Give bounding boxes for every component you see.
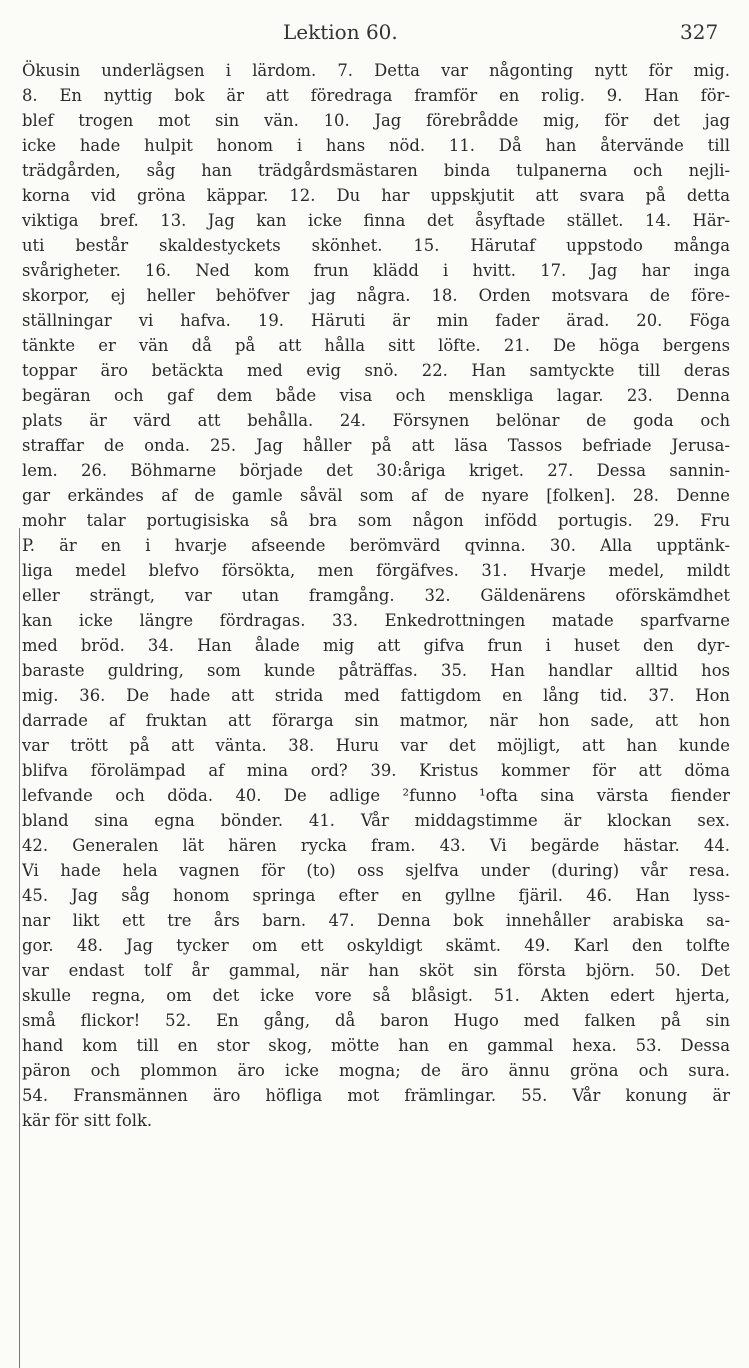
text-line: 8. En nyttig bok är att föredraga framför en rolig. 9. Han för- <box>22 86 730 105</box>
exercise-text <box>22 58 730 1133</box>
text-line: plats är värd att behålla. 24. Försynen belönar de goda och <box>22 411 730 430</box>
text-line: var trött på att vänta. 38. Huru var det möjligt, att han kunde <box>22 736 730 755</box>
text-line: med bröd. 34. Han ålade mig att gifva frun i huset den dyr- <box>22 636 730 655</box>
text-line: tänkte er vän då på att hålla sitt löfte. 21. De höga bergens <box>22 336 730 355</box>
text-line: små flickor! 52. En gång, då baron Hugo med falken på sin <box>22 1011 730 1030</box>
text-line: mohr talar portugisiska så bra som någon infödd portugis. 29. Fru <box>22 511 730 530</box>
text-line: korna vid gröna käppar. 12. Du har uppskjutit att svara på detta <box>22 186 730 205</box>
gutter-rule <box>19 528 20 1368</box>
text-line: lefvande och döda. 40. De adlige ²funno ¹ofta sina värsta fiender <box>22 786 730 805</box>
text-line: skorpor, ej heller behöfver jag några. 18. Orden motsvara de före- <box>22 286 730 305</box>
page-number: 327 <box>680 20 719 44</box>
text-line: 45. Jag såg honom springa efter en gyllne fjäril. 46. Han lyss- <box>22 886 730 905</box>
text-line: begäran och gaf dem både visa och menskliga lagar. 23. Denna <box>22 386 730 405</box>
text-line: 54. Fransmännen äro höfliga mot främlingar. 55. Vår konung är <box>22 1086 730 1105</box>
text-line: Vi hade hela vagnen för (to) oss sjelfva under (during) vår resa. <box>22 861 730 880</box>
page-header <box>0 20 749 46</box>
text-line: skulle regna, om det icke vore så blåsigt. 51. Akten edert hjerta, <box>22 986 730 1005</box>
text-line: viktiga bref. 13. Jag kan icke finna det åsyftade stället. 14. Här- <box>22 211 730 230</box>
text-line: icke hade hulpit honom i hans nöd. 11. Då han återvände till <box>22 136 730 155</box>
text-line: gor. 48. Jag tycker om ett oskyldigt skämt. 49. Karl den tolfte <box>22 936 730 955</box>
text-line: eller strängt, var utan framgång. 32. Gäldenärens oförskämdhet <box>22 586 730 605</box>
text-line: darrade af fruktan att förarga sin matmor, när hon sade, att hon <box>22 711 730 730</box>
text-line: baraste guldring, som kunde påträffas. 35. Han handlar alltid hos <box>22 661 730 680</box>
text-line: var endast tolf år gammal, när han sköt sin första björn. 50. Det <box>22 961 730 980</box>
text-line: mig. 36. De hade att strida med fattigdom en lång tid. 37. Hon <box>22 686 730 705</box>
text-line: liga medel blefvo försökta, men förgäfves. 31. Hvarje medel, mildt <box>22 561 730 580</box>
text-line: blifva förolämpad af mina ord? 39. Kristus kommer för att döma <box>22 761 730 780</box>
text-line: kär för sitt folk. <box>22 1111 153 1130</box>
text-line: hand kom till en stor skog, mötte han en gammal hexa. 53. Dessa <box>22 1036 730 1055</box>
text-line: straffar de onda. 25. Jag håller på att läsa Tassos befriade Jerusa- <box>22 436 730 455</box>
text-line: lem. 26. Böhmarne började det 30:åriga kriget. 27. Dessa sannin- <box>22 461 730 480</box>
text-line: gar erkändes af de gamle såväl som af de nyare [folken]. 28. Denne <box>22 486 730 505</box>
binding-gutter <box>0 58 22 1317</box>
text-line: nar likt ett tre års barn. 47. Denna bok innehåller arabiska sa- <box>22 911 730 930</box>
text-line: blef trogen mot sin vän. 10. Jag förebrådde mig, för det jag <box>22 111 730 130</box>
text-line: svårigheter. 16. Ned kom frun klädd i hvitt. 17. Jag har inga <box>22 261 730 280</box>
text-line: P. är en i hvarje afseende berömvärd qvinna. 30. Alla upptänk- <box>22 536 730 555</box>
text-line: 42. Generalen lät hären rycka fram. 43. Vi begärde hästar. 44. <box>22 836 730 855</box>
text-line: päron och plommon äro icke mogna; de äro ännu gröna och sura. <box>22 1061 730 1080</box>
text-line: toppar äro betäckta med evig snö. 22. Han samtyckte till deras <box>22 361 730 380</box>
text-line: bland sina egna bönder. 41. Vår middagstimme är klockan sex. <box>22 811 730 830</box>
text-line: trädgården, såg han trädgårdsmästaren binda tulpanerna och nejli- <box>22 161 730 180</box>
lesson-title: Lektion 60. <box>283 20 398 44</box>
text-line: ställningar vi hafva. 19. Häruti är min fader ärad. 20. Föga <box>22 311 730 330</box>
text-line: Ökusin underlägsen i lärdom. 7. Detta var någonting nytt för mig. <box>22 61 730 80</box>
text-line: kan icke längre fördragas. 33. Enkedrottningen matade sparfvarne <box>22 611 730 630</box>
text-line: uti består skaldestyckets skönhet. 15. Härutaf uppstodo många <box>22 236 730 255</box>
